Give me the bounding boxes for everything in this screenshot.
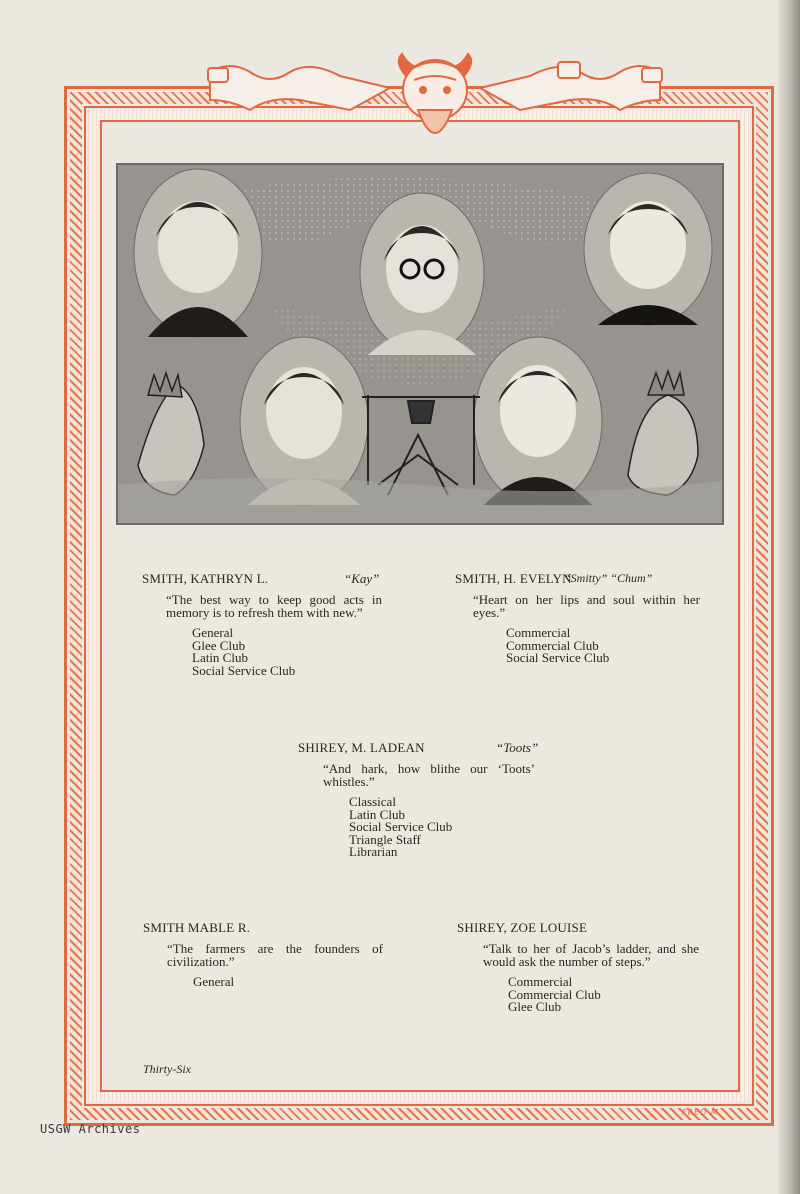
paper-edge (778, 0, 800, 1194)
activity-item: Librarian (349, 844, 398, 859)
student-quote: “Talk to her of Jacob’s ladder, and she would ask the number of steps.” (483, 941, 699, 969)
activity-item: Classical (349, 794, 396, 809)
portrait-collage-image (118, 165, 722, 523)
activity-item: Commercial (506, 625, 571, 640)
student-nickname: “Kay” (344, 571, 380, 586)
portrait-oval-2 (360, 193, 484, 355)
activity-item: Social Service Club (192, 662, 296, 678)
student-entry-2 (455, 572, 700, 665)
activity-item: Glee Club (192, 637, 246, 653)
student-entry-1 (142, 572, 382, 677)
activity-item: General (192, 625, 234, 640)
activity-item: Latin Club (192, 650, 248, 665)
portrait-oval-5 (474, 337, 602, 505)
student-entry-5 (457, 921, 699, 1014)
student-activities (192, 627, 382, 677)
portrait-oval-1 (134, 169, 262, 337)
student-name: SMITH, KATHRYN L. (142, 571, 269, 586)
student-entry-3 (298, 741, 540, 859)
artist-signature: FRED M. (682, 1108, 723, 1117)
archive-watermark: USGW Archives (40, 1122, 141, 1136)
student-nickname: “Toots” (496, 740, 539, 755)
activity-item: Triangle Staff (349, 831, 421, 847)
buffalo-crest-icon (200, 50, 670, 150)
student-quote: “The best way to keep good acts in memory is to refresh them with new.” (166, 592, 382, 620)
activity-item: Commercial (508, 974, 573, 989)
portrait-oval-3 (584, 173, 712, 325)
student-activities (506, 627, 700, 665)
student-name: SHIREY, ZOE LOUISE (457, 920, 588, 935)
student-entry-4 (143, 921, 383, 989)
student-name: SMITH, H. EVELYN (455, 571, 572, 586)
portrait-panel (116, 163, 724, 525)
student-activities (349, 796, 540, 859)
student-activities (193, 976, 383, 989)
activity-item: Commercial Club (508, 986, 601, 1002)
student-name: SHIREY, M. LADEAN (298, 740, 425, 755)
page-number: Thirty-Six (143, 1062, 191, 1076)
activity-item: Latin Club (349, 806, 405, 822)
student-quote: “Heart on her lips and soul within her eyes.” (473, 592, 700, 620)
student-name: SMITH MABLE R. (143, 920, 251, 935)
student-nickname: “Smitty” “Chum” (564, 571, 653, 585)
student-quote: “And hark, how blithe our ‘Toots’ whistles.” (323, 761, 535, 789)
student-activities (508, 976, 699, 1014)
activity-item: Social Service Club (506, 650, 610, 665)
student-quote: “The farmers are the founders of civilization.” (167, 941, 383, 969)
activity-item: General (193, 974, 235, 989)
activity-item: Glee Club (508, 999, 562, 1014)
activity-item: Commercial Club (506, 637, 599, 653)
activity-item: Social Service Club (349, 819, 453, 834)
